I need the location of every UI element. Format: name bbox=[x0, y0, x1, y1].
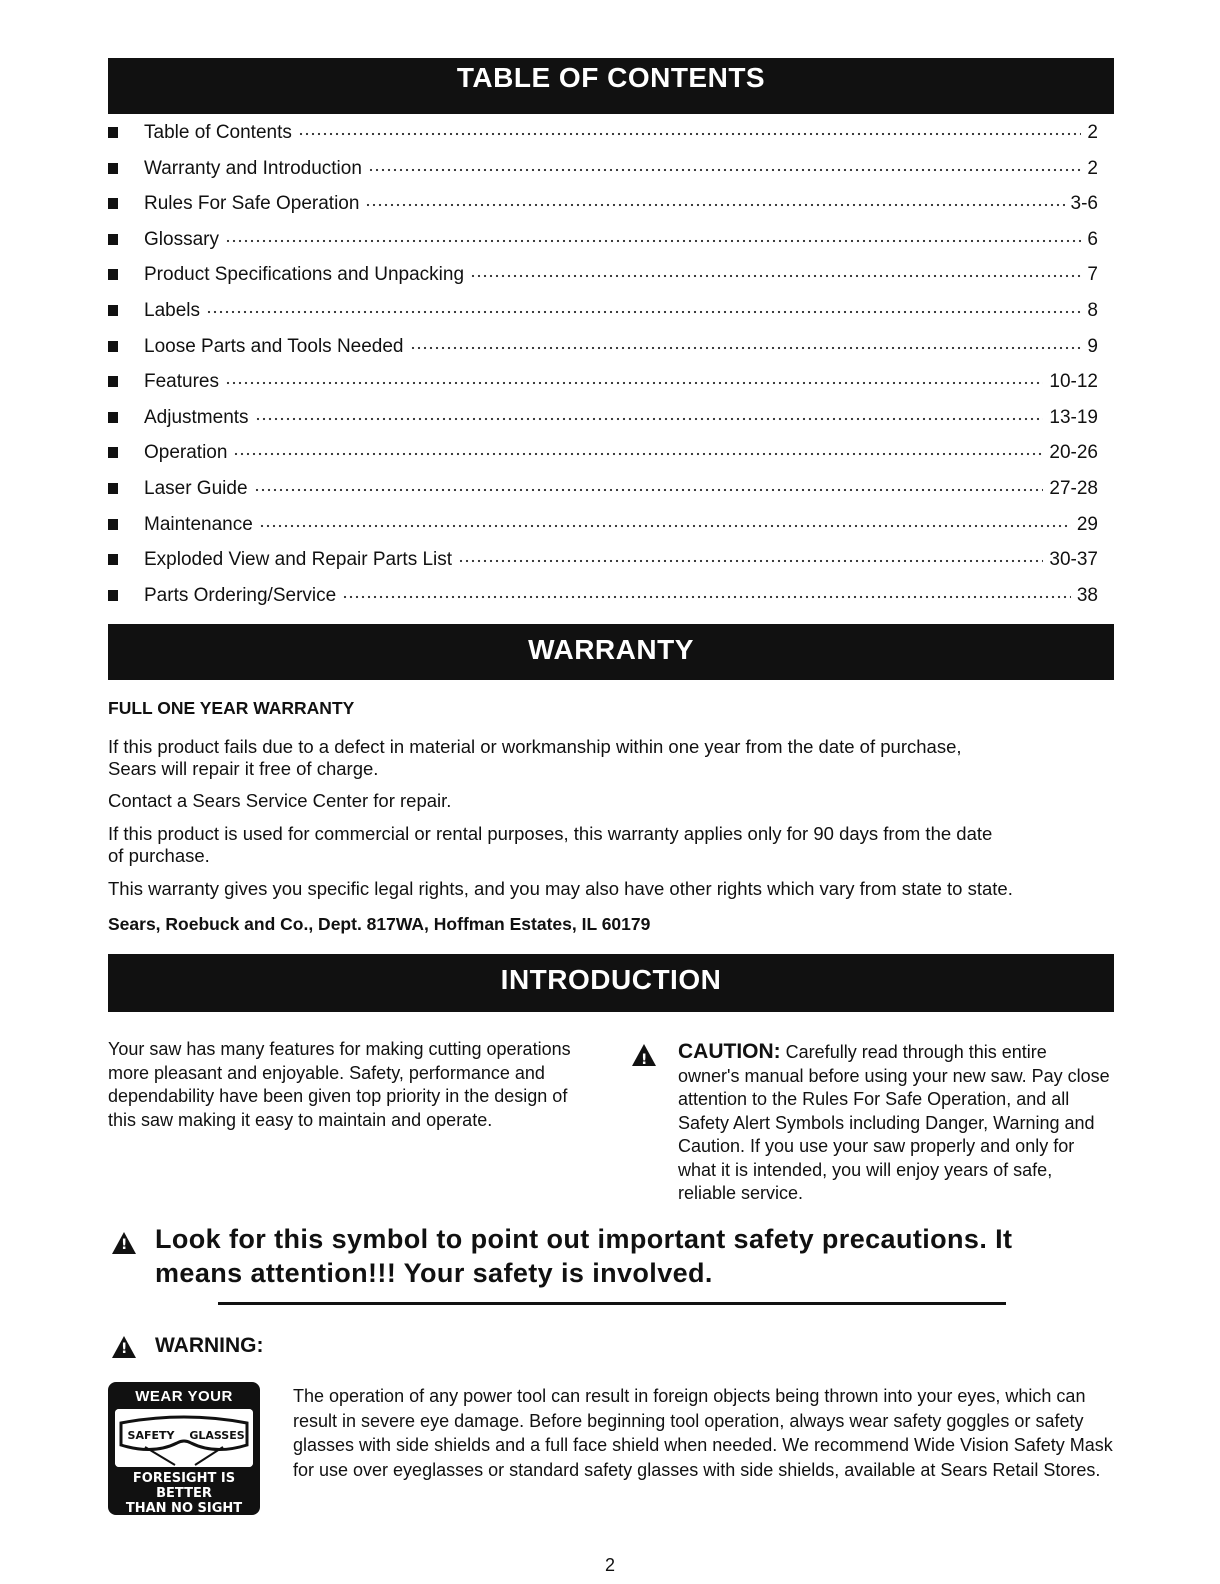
bullet-icon bbox=[108, 412, 118, 423]
warranty-p1-line2: Sears will repair it free of charge. bbox=[108, 758, 379, 779]
divider-rule bbox=[218, 1302, 1006, 1305]
toc-entry-page: 6 bbox=[1087, 228, 1098, 250]
toc-entry-title: Maintenance bbox=[144, 513, 253, 535]
toc-entry-page: 29 bbox=[1076, 513, 1098, 535]
safety-symbol-statement bbox=[155, 1222, 1115, 1290]
toc-entry-title: Product Specifications and Unpacking bbox=[144, 264, 465, 286]
toc-entry bbox=[108, 264, 1098, 300]
toc-entry-title: Table of Contents bbox=[144, 122, 292, 143]
toc-entry-title: Adjustments bbox=[144, 406, 249, 428]
page-number: 2 bbox=[604, 1555, 615, 1575]
dot-leader bbox=[259, 524, 1071, 528]
toc-entry-title: Exploded View and Repair Parts List bbox=[144, 549, 453, 571]
dot-leader bbox=[225, 239, 1081, 243]
warning-text: The operation of any power tool can result in foreign objects being thrown into your eyes, which can result in severe eye damage. Before beginning tool operation, always wear safety goggles or safety glasses with side shields and a full face shield when needed. We recommend Wide Vision Safety Mask for use over eyeglasses or standard safety glasses with side shields, available at Sears Retail Stores. bbox=[293, 1386, 1113, 1480]
bullet-icon bbox=[108, 305, 118, 316]
warranty-paragraph-4: This warranty gives you specific legal rights, and you may also have other rights which vary from state to state. bbox=[108, 878, 1013, 899]
dot-leader bbox=[342, 595, 1071, 599]
warranty-paragraph-1 bbox=[108, 736, 962, 780]
bullet-icon bbox=[108, 376, 118, 387]
warranty-address: Sears, Roebuck and Co., Dept. 817WA, Hoffman Estates, IL 60179 bbox=[108, 914, 651, 934]
toc-entry bbox=[108, 585, 1098, 621]
dot-leader bbox=[255, 417, 1044, 421]
toc-entry-title: Rules For Safe Operation bbox=[144, 193, 360, 215]
badge-bottom-line1: FORESIGHT IS BETTER bbox=[132, 1471, 236, 1501]
toc-entry bbox=[108, 478, 1098, 514]
toc-heading: TABLE OF CONTENTS bbox=[456, 62, 766, 93]
bullet-icon bbox=[108, 198, 118, 209]
toc-entry-page: 38 bbox=[1076, 584, 1098, 606]
dot-leader bbox=[206, 310, 1081, 314]
badge-bottom-text bbox=[108, 1471, 260, 1516]
toc-entry-page: 27-28 bbox=[1049, 477, 1098, 499]
bullet-icon bbox=[108, 519, 118, 530]
bullet-icon bbox=[108, 234, 118, 245]
warranty-heading-banner bbox=[108, 624, 1114, 680]
safety-glasses-badge bbox=[108, 1382, 260, 1515]
toc-entry-title: Laser Guide bbox=[144, 477, 248, 499]
warranty-subheading: FULL ONE YEAR WARRANTY bbox=[108, 698, 355, 718]
warranty-heading: WARRANTY bbox=[528, 634, 694, 665]
caution-block bbox=[632, 1040, 1112, 1206]
dot-leader bbox=[368, 168, 1082, 172]
caution-body bbox=[632, 1040, 1112, 1206]
introduction-heading-banner bbox=[108, 954, 1114, 1012]
toc-entry-page: 2 bbox=[1087, 122, 1098, 143]
toc-heading-banner bbox=[108, 58, 1114, 114]
toc-entry-page: 9 bbox=[1087, 335, 1098, 357]
toc-entry bbox=[108, 336, 1098, 372]
dot-leader bbox=[365, 203, 1064, 207]
toc-entry-page: 2 bbox=[1087, 157, 1098, 179]
toc-entry bbox=[108, 300, 1098, 336]
caution-text: Carefully read through this entire owner's manual before using your new saw. Pay close attention to the Rules For Safe Operation, and all Safety Alert Symbols including Danger, Warning and Caution. If you use your saw properly and only for what it is intended, you will enjoy years of safe, reliable service. bbox=[678, 1042, 1110, 1203]
warning-label: WARNING: bbox=[155, 1334, 264, 1357]
toc-entry-page: 7 bbox=[1087, 264, 1098, 286]
toc-entry-title: Parts Ordering/Service bbox=[144, 584, 337, 606]
dot-leader bbox=[225, 381, 1043, 385]
toc-entry-page: 13-19 bbox=[1049, 406, 1098, 428]
warning-triangle-icon bbox=[112, 1336, 136, 1358]
warranty-p3-line2: of purchase. bbox=[108, 845, 210, 866]
caution-label: CAUTION: bbox=[678, 1040, 781, 1063]
bullet-icon bbox=[108, 590, 118, 601]
toc-entry bbox=[108, 549, 1098, 585]
warranty-paragraph-3 bbox=[108, 823, 992, 867]
dot-leader bbox=[470, 274, 1081, 278]
toc-entry-page: 10-12 bbox=[1049, 371, 1098, 393]
toc-entry bbox=[108, 229, 1098, 265]
badge-top-text: WEAR YOUR bbox=[135, 1388, 233, 1405]
introduction-text: Your saw has many features for making cutting operations more pleasant and enjoyable. Safety, performance and dependability have been given top priority in the design of this saw making it easy to maintain and operate. bbox=[108, 1039, 571, 1130]
bullet-icon bbox=[108, 269, 118, 280]
dot-leader bbox=[458, 559, 1043, 563]
toc-entry-page: 8 bbox=[1087, 299, 1098, 321]
bullet-icon bbox=[108, 127, 118, 138]
badge-left-text: SAFETY bbox=[127, 1429, 175, 1442]
toc-entry-title: Features bbox=[144, 371, 219, 393]
toc-entry-title: Glossary bbox=[144, 228, 219, 250]
toc-entry-title: Labels bbox=[144, 299, 200, 321]
warranty-paragraph-2: Contact a Sears Service Center for repair. bbox=[108, 790, 452, 811]
toc-entry-title: Loose Parts and Tools Needed bbox=[144, 335, 404, 357]
safety-statement-line2: means attention!!! Your safety is involved. bbox=[155, 1258, 713, 1288]
dot-leader bbox=[233, 452, 1043, 456]
toc-entry-title: Warranty and Introduction bbox=[144, 157, 362, 179]
bullet-icon bbox=[108, 483, 118, 494]
warranty-p3-line1: If this product is used for commercial or rental purposes, this warranty applies only for 90 days from the date bbox=[108, 823, 993, 844]
badge-right-text: GLASSES bbox=[189, 1429, 245, 1442]
toc-entry-page: 30-37 bbox=[1049, 549, 1098, 571]
dot-leader bbox=[410, 346, 1082, 350]
toc-entry bbox=[108, 442, 1098, 478]
introduction-heading: INTRODUCTION bbox=[500, 964, 722, 995]
toc-entry bbox=[108, 407, 1098, 443]
toc-entry-title: Operation bbox=[144, 442, 228, 464]
toc-entry bbox=[108, 122, 1098, 158]
bullet-icon bbox=[108, 341, 118, 352]
safety-goggles-icon bbox=[115, 1409, 253, 1467]
badge-bottom-line2: THAN NO SIGHT bbox=[125, 1501, 243, 1516]
toc-entry bbox=[108, 193, 1098, 229]
dot-leader bbox=[298, 132, 1082, 136]
toc-entry bbox=[108, 514, 1098, 550]
toc-entry-page: 3-6 bbox=[1070, 193, 1098, 215]
warning-triangle-icon bbox=[632, 1044, 656, 1066]
bullet-icon bbox=[108, 447, 118, 458]
toc-entry bbox=[108, 371, 1098, 407]
bullet-icon bbox=[108, 163, 118, 174]
toc-list bbox=[108, 122, 1098, 620]
bullet-icon bbox=[108, 554, 118, 565]
toc-entry bbox=[108, 158, 1098, 194]
warning-triangle-icon bbox=[112, 1232, 136, 1254]
warranty-p1-line1: If this product fails due to a defect in material or workmanship within one year from the date of purchase, bbox=[108, 736, 962, 757]
dot-leader bbox=[254, 488, 1044, 492]
toc-entry-page: 20-26 bbox=[1049, 442, 1098, 464]
safety-statement-line1: Look for this symbol to point out important safety precautions. It bbox=[155, 1224, 1013, 1254]
